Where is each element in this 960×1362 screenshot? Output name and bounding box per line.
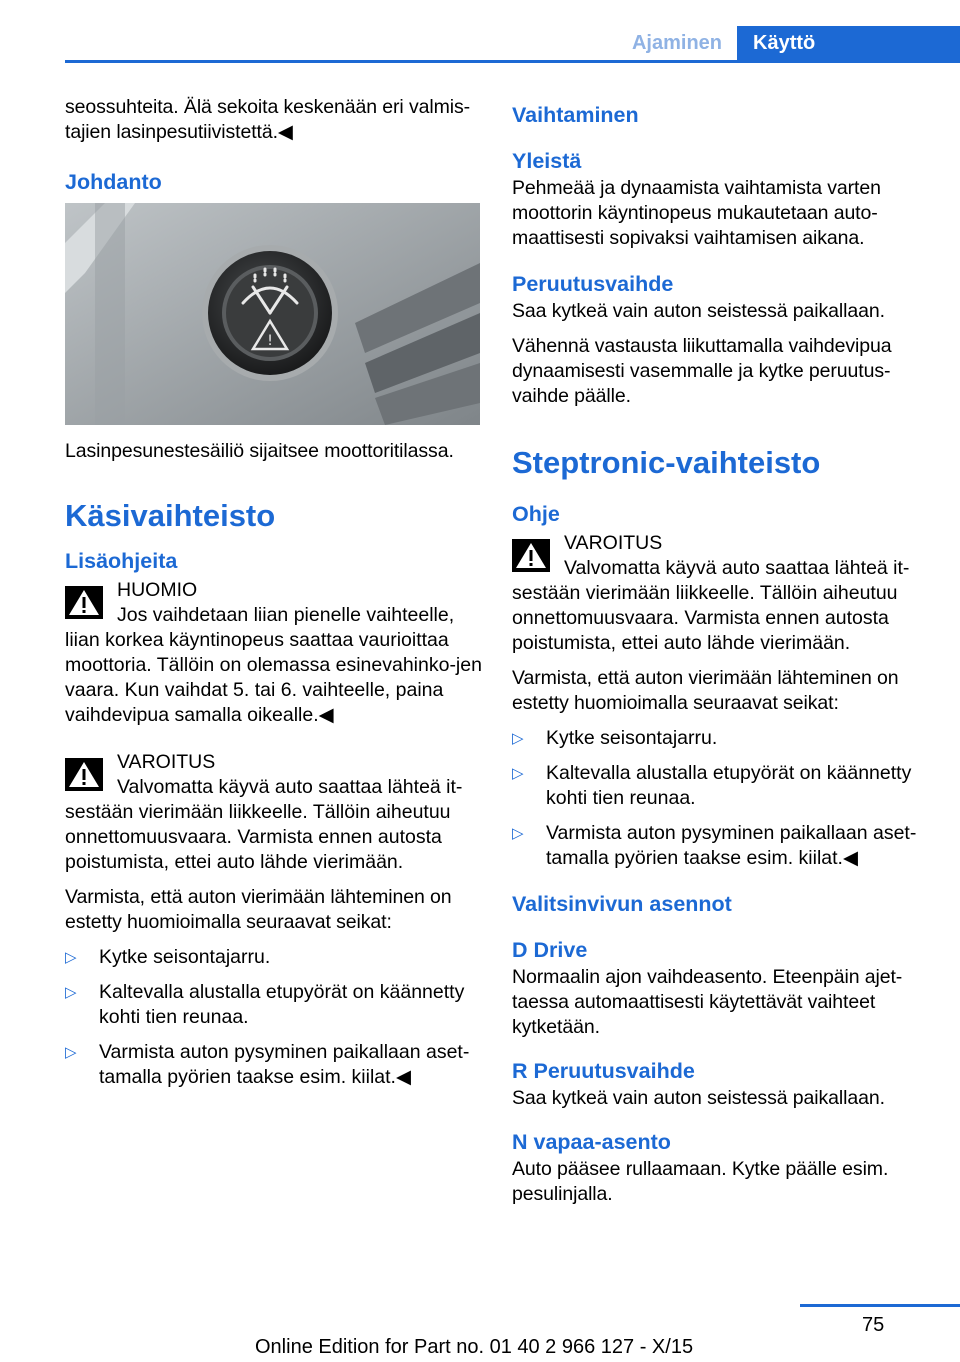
yleista-heading: Yleistä (512, 149, 582, 173)
page-number: 75 (862, 1314, 885, 1336)
triangle-bullet-icon: ▷ (512, 825, 524, 842)
header-tab-ajaminen: Ajaminen (631, 32, 723, 54)
warning-triangle-icon (65, 586, 103, 619)
header-tab-kaytto: Käyttö (737, 26, 960, 63)
warning-block (65, 750, 483, 800)
left-bullet-list (65, 945, 483, 1090)
washer-reservoir-photo (65, 203, 480, 425)
list-item: ▷ Kytke seisontajarru. (512, 727, 718, 749)
intro-paragraph: seossuhteita. Älä sekoita keskenään eri valmis-tajien lasinpesutiivistettä.◀ (65, 96, 471, 143)
r-heading: R Peruutusvaihde (512, 1059, 695, 1083)
right-bullet-list (512, 726, 932, 871)
photo-caption: Lasinpesunestesäiliö sijaitsee moottoritilassa. (65, 440, 454, 462)
peruutus-paragraph-1: Saa kytkeä vain auton seistessä paikallaan. (512, 300, 885, 322)
warning-triangle-icon (512, 539, 550, 572)
warning-label: VAROITUS (117, 751, 216, 773)
check-paragraph: Varmista, että auton vierimään lähteminen on estetty huomioimalla seuraavat seikat: (512, 667, 899, 714)
left-column (65, 95, 483, 1100)
list-item: ▷ Varmista auton pysyminen paikallaan aset-tamalla pyörien taakse esim. kiilat.◀ (65, 1041, 470, 1088)
peruutus-paragraph-2: Vähennä vastausta liikuttamalla vaihdevipua dynaamisesti vasemmalle ja kytke peruutus-vaihde päälle. (512, 335, 892, 407)
list-item: ▷ Kytke seisontajarru. (65, 946, 271, 968)
warning-text: sestään vierimään liikkeelle. Tällöin aiheutuu onnettomuusvaara. Varmista ennen autosta poistumista, ettei auto lähde vierimään. (512, 582, 898, 654)
d-drive-heading: D Drive (512, 938, 588, 962)
kasivaihteisto-heading: Käsivaihteisto (65, 498, 276, 533)
warning-text: sestään vierimään liikkeelle. Tällöin aiheutuu onnettomuusvaara. Varmista ennen autosta poistumista, ettei auto lähde vierimään. (65, 801, 451, 873)
warning-label: VAROITUS (564, 532, 663, 554)
footer-rule (800, 1304, 960, 1307)
footer-edition (255, 1336, 693, 1359)
notice-label: HUOMIO (117, 579, 198, 601)
ohje-heading: Ohje (512, 502, 560, 526)
yleista-paragraph: Pehmeää ja dynaamista vaihtamista varten moottorin käyntinopeus mukautetaan auto-maattisesti sopivaksi vaihtamisen aikana. (512, 177, 881, 249)
d-drive-paragraph: Normaalin ajon vaihdeasento. Eteenpäin ajet-taessa automaattisesti käytettävät vaihteet kytketään. (512, 966, 903, 1038)
johdanto-heading: Johdanto (65, 170, 162, 194)
peruutusvaihde-heading: Peruutusvaihde (512, 272, 674, 296)
n-heading: N vapaa-asento (512, 1130, 671, 1154)
n-paragraph: Auto pääsee rullaamaan. Kytke päälle esim. pesulinjalla. (512, 1158, 889, 1205)
check-paragraph: Varmista, että auton vierimään lähteminen on estetty huomioimalla seuraavat seikat: (65, 886, 452, 933)
triangle-bullet-icon: ▷ (512, 765, 524, 782)
lisaohjeita-heading: Lisäohjeita (65, 549, 178, 573)
notice-first-line: Jos vaihdetaan liian pienelle vaihteelle, (117, 604, 455, 626)
edition-text: Online Edition for Part no. 01 40 2 966 127 - X/15 (255, 1336, 694, 1358)
valitsinvivun-heading: Valitsinvivun asennot (512, 892, 732, 916)
list-item: ▷ Varmista auton pysyminen paikallaan aset-tamalla pyörien taakse esim. kiilat.◀ (512, 822, 917, 869)
list-item: ▷ Kaltevalla alustalla etupyörät on käännetty kohti tien reunaa. (65, 981, 465, 1028)
notice-text: liian korkea käyntinopeus saattaa vaurioittaa moottoria. Tällöin on olemassa esinevahinko-jen vaara. Kun vaihdat 5. tai 6. vaihteelle, paina vaihdevipua samalla oikealle.◀ (65, 629, 482, 726)
triangle-bullet-icon: ▷ (65, 949, 77, 966)
list-item: ▷ Kaltevalla alustalla etupyörät on käännetty kohti tien reunaa. (512, 762, 912, 809)
svg-text:!: ! (267, 333, 273, 349)
warning-first-line: Valvomatta käyvä auto saattaa lähteä it- (117, 776, 463, 798)
warning-block (512, 531, 932, 581)
header-rule (65, 60, 960, 63)
triangle-bullet-icon: ▷ (65, 984, 77, 1001)
right-column (512, 100, 932, 1217)
steptronic-heading: Steptronic-vaihteisto (512, 445, 821, 480)
triangle-bullet-icon: ▷ (65, 1044, 77, 1061)
vaihtaminen-heading: Vaihtaminen (512, 103, 639, 127)
warning-triangle-icon (65, 758, 103, 791)
warning-first-line: Valvomatta käyvä auto saattaa lähteä it- (564, 557, 910, 579)
r-paragraph: Saa kytkeä vain auton seistessä paikallaan. (512, 1087, 885, 1109)
notice-block (65, 578, 483, 628)
triangle-bullet-icon: ▷ (512, 730, 524, 747)
